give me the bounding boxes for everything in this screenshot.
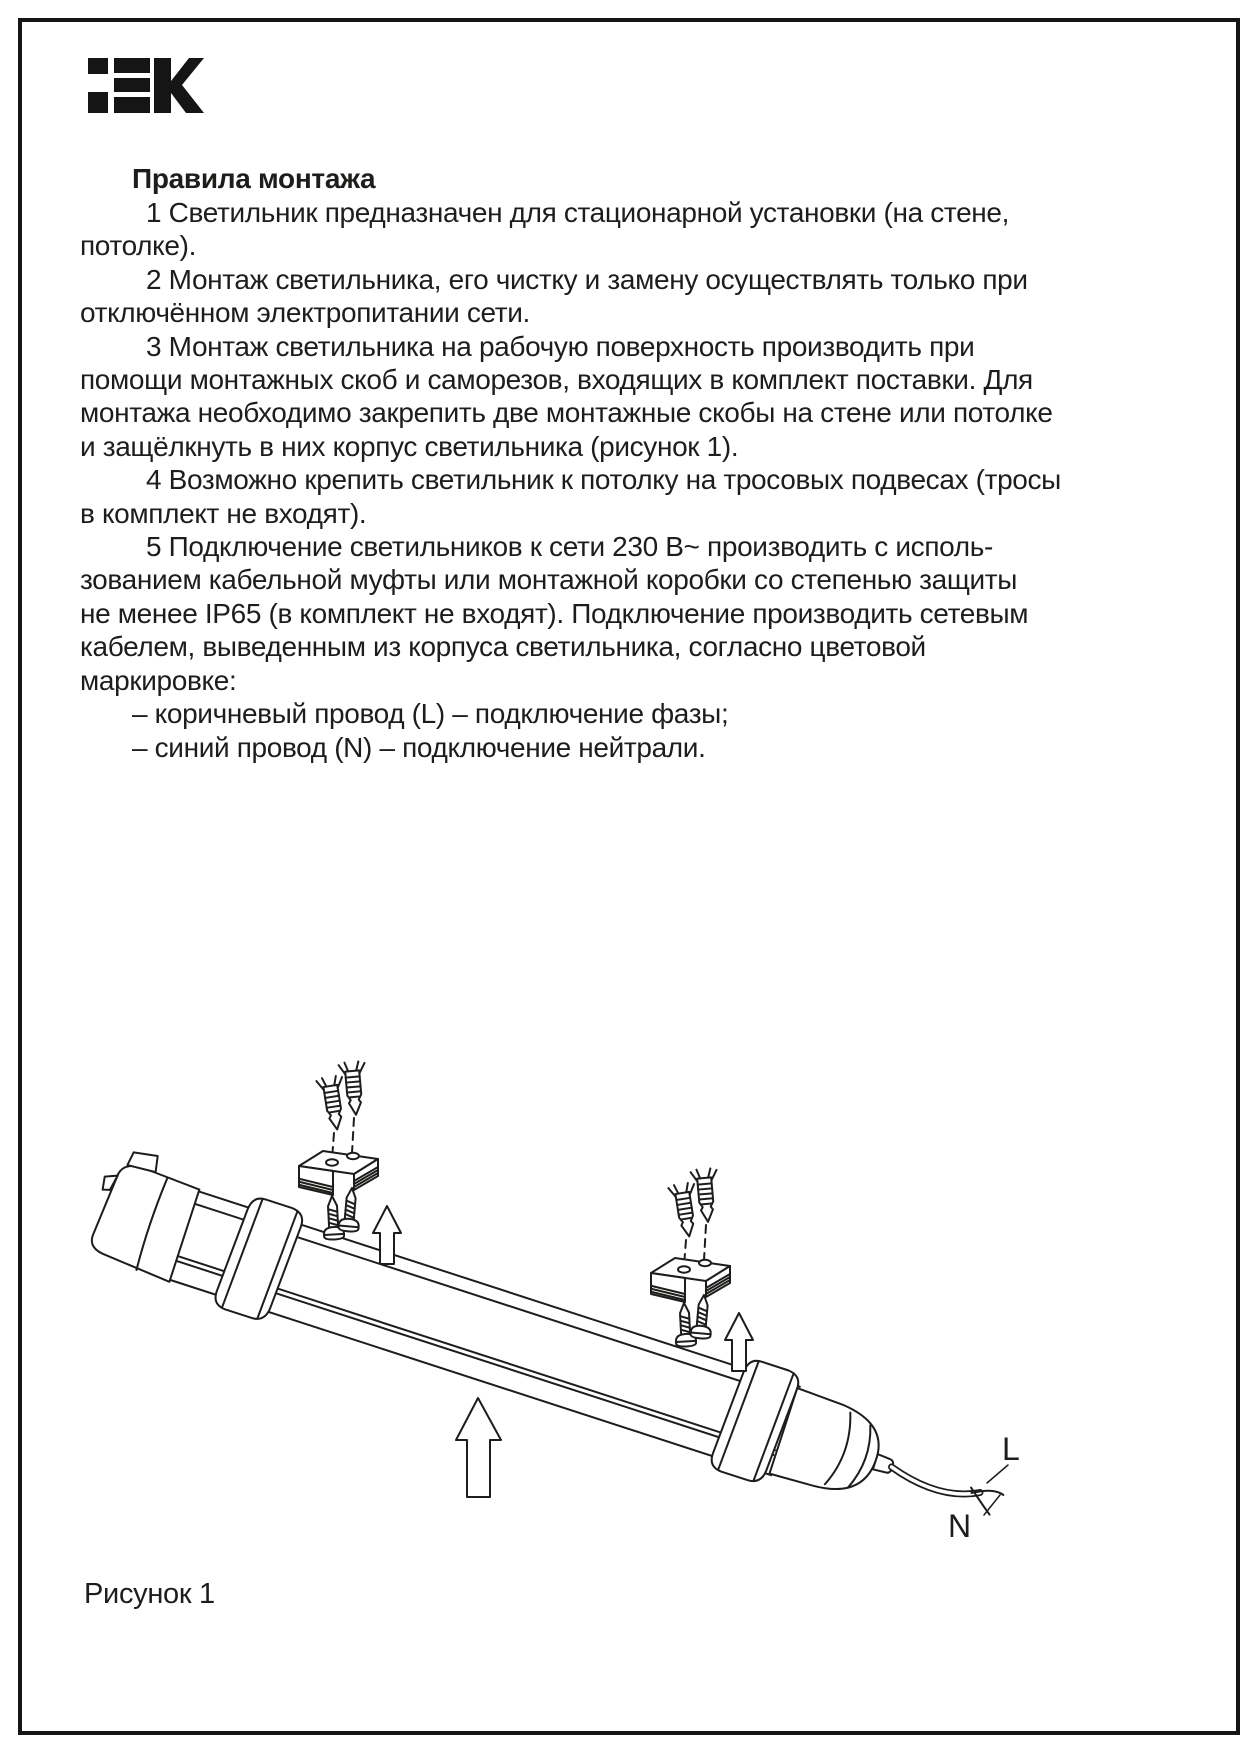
text-line: отключённом электропитании сети. [80,297,530,329]
arrow-up-icon [456,1398,501,1497]
text-line: 3 Монтаж светильника на рабочую поверхность производить при [146,330,975,362]
iek-logo-glyphs [88,58,204,114]
screw [338,1187,362,1232]
text-line: зованием кабельной муфты или монтажной коробки со степенью защиты [80,564,1018,596]
leader-line-neutral [984,1495,1000,1515]
paragraph-list [80,196,1140,764]
text-line: 5 Подключение светильников к сети 230 В~ производить с исполь- [146,531,993,563]
text-line: монтажа необходимо закрепить две монтажные скобы на стене или потолке [80,397,1053,429]
text-line: 2 Монтаж светильника, его чистку и замену осуществлять только при [146,263,1028,295]
paragraph [80,330,1140,464]
bracket-assembly-right [651,1168,753,1371]
figure-caption: Рисунок 1 [84,1578,215,1610]
screw [322,1195,344,1239]
paragraph [80,697,1140,730]
text-line: маркировке: [80,664,237,696]
iek-logo [88,58,204,114]
text-line: – синий провод (N) – подключение нейтрали. [132,731,706,763]
text-line: потолке). [80,230,197,262]
text-line: не менее IP65 (в комплект не входят). Подключение производить сетевым [80,597,1029,629]
instructions [80,162,1140,764]
installation-figure [0,930,1258,1630]
text-line: 1 Светильник предназначен для стационарной установки (на стене, [146,197,1010,228]
screw [690,1294,714,1339]
neutral-wire-label: N [948,1508,972,1544]
screw [674,1302,696,1346]
paragraph [80,263,1140,330]
paragraph [80,196,1140,263]
section-heading: Правила монтажа [132,163,376,194]
text-line: в комплект не входят). [80,497,367,529]
luminaire-body [77,1142,1022,1556]
text-line: – коричневый провод (L) – подключение фазы; [132,698,729,730]
phase-wire-label: L [1002,1431,1020,1467]
text-line: 4 Возможно крепить светильник к потолку на тросовых подвесах (тросы [146,464,1061,496]
paragraph [80,731,1140,764]
text-line: кабелем, выведенным из корпуса светильника, согласно цветовой [80,631,926,663]
paragraph [80,530,1140,697]
text-line: помощи монтажных скоб и саморезов, входящих в комплект поставки. Для [80,364,1033,396]
installation-drawing [0,930,1258,1630]
paragraph [80,463,1140,530]
power-cable [887,1458,1004,1516]
text-line: и защёлкнуть в них корпус светильника (рисунок 1). [80,430,739,462]
leader-line-phase [987,1465,1008,1483]
